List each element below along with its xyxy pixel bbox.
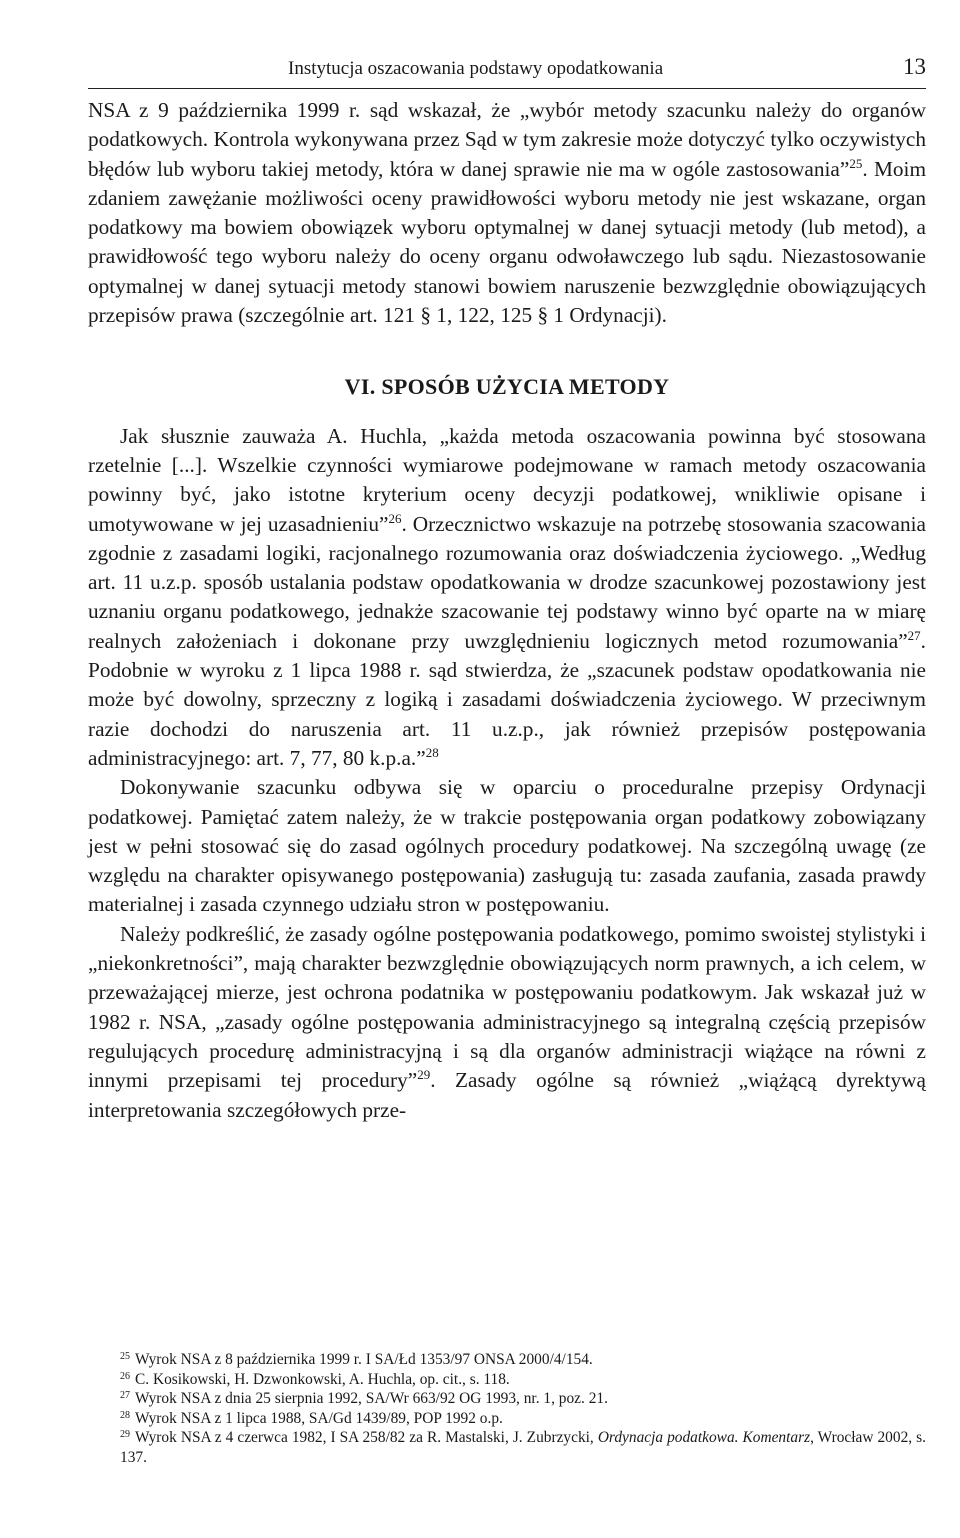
paragraph-2-text-b: . Orzecznictwo wskazuje na potrzebę stosowania szacowania zgodnie z zasadami logiki, racjonalnego rozumowania oraz doświadczenia życiowego. „Według art. 11 u.z.p. sposób ustalania podstaw opodatkowania w drodze szacunkowej pozostawiony jest uznaniu organu podatkowego, jednakże szacowanie tej podstawy winno być oparte na w miarę realnych założeniach i dokonane przy uwzględnieniu logicznych metod rozumowania” bbox=[88, 511, 926, 653]
footnote-28 bbox=[120, 1409, 926, 1429]
footnote-ref-28: 28 bbox=[425, 744, 439, 760]
footnote-29 bbox=[120, 1428, 926, 1467]
footnote-25 bbox=[120, 1350, 926, 1370]
footnotes bbox=[120, 1350, 926, 1468]
paragraph-4-text-b: . Zasady ogólne są również „wiążącą dyrektywą interpretowania szczegółowych prze- bbox=[88, 1068, 926, 1122]
footnote-ref-25: 25 bbox=[849, 155, 863, 171]
footnote-ref-29: 29 bbox=[417, 1067, 431, 1083]
footnote-text-end: , Wrocław 2002, s. 137. bbox=[120, 1429, 926, 1466]
footnote-text: Wyrok NSA z 8 października 1999 r. I SA/Łd 1353/97 ONSA 2000/4/154. bbox=[135, 1351, 593, 1368]
footnote-number: 27 bbox=[120, 1390, 130, 1402]
paragraph-2 bbox=[88, 422, 926, 774]
paragraph-4-text-a: Należy podkreślić, że zasady ogólne postępowania podatkowego, pomimo swoistej stylistyki i „niekonkretności”, mają charakter bezwzględnie obowiązujących norm prawnych, a ich celem, w przeważającej mierze, jest ochrona podatnika w postępowaniu podatkowym. Jak wskazał już w 1982 r. NSA, „zasady ogólne postępowania administracyjnego są integralną częścią przepisów regulujących procedurę administracyjną i są dla organów administracji wiążące na równi z innymi przepisami tej procedury” bbox=[88, 921, 926, 1093]
running-title: Instytucja oszacowania podstawy opodatkowania bbox=[288, 58, 664, 79]
footnote-26 bbox=[120, 1370, 926, 1390]
page-number: 13 bbox=[903, 54, 926, 79]
footnote-text: Wyrok NSA z 4 czerwca 1982, I SA 258/82 za R. Mastalski, J. Zubrzycki, bbox=[135, 1429, 598, 1447]
running-head bbox=[88, 56, 926, 89]
footnote-ref-27: 27 bbox=[907, 627, 921, 643]
footnote-ref-26: 26 bbox=[388, 510, 402, 526]
footnote-text: C. Kosikowski, H. Dzwonkowski, A. Huchla, op. cit., s. 118. bbox=[135, 1370, 510, 1388]
section-number: VI. bbox=[344, 374, 376, 400]
paragraph-2-text-c: . Podobnie w wyroku z 1 lipca 1988 r. sąd stwierdza, że „szacunek podstaw opodatkowania nie może być dowolny, sprzeczny z logiką i zasadami doświadczenia życiowego. W przeciwnym razie dochodzi do naruszenia art. 11 u.z.p., jak również przepisów postępowania administracyjnego: art. 7, 77, 80 k.p.a.” bbox=[88, 628, 926, 770]
footnote-text: Wyrok NSA z dnia 25 sierpnia 1992, SA/Wr 663/92 OG 1993, nr. 1, poz. 21. bbox=[135, 1390, 608, 1408]
footnote-number: 28 bbox=[120, 1409, 130, 1421]
footnote-27 bbox=[120, 1389, 926, 1409]
paragraph-1-text-b: . Moim zdaniem zawężanie możliwości oceny prawidłowości wyboru metody nie jest wskazane, organ podatkowy ma bowiem obowiązek wyboru optymalnej w danej sytuacji metody (lub metod), a prawidłowość tego wyboru należy do oceny organu odwoławczego lub sądu. Niezastosowanie optymalnej w danej sytuacji metody stanowi bowiem naruszenie bezwzględnie obowiązujących przepisów prawa (szczególnie art. 121 § 1, 122, 125 § 1 Ordynacji). bbox=[88, 156, 927, 328]
section-heading bbox=[88, 372, 926, 401]
body-text bbox=[88, 96, 926, 1125]
footnote-text: Wyrok NSA z 1 lipca 1988, SA/Gd 1439/89, POP 1992 o.p. bbox=[135, 1409, 503, 1427]
paragraph-1-text-a: NSA z 9 października 1999 r. sąd wskazał, że „wybór metody szacunku należy do organów podatkowych. Kontrola wykonywana przez Sąd w tym zakresie może dotyczyć tylko oczywistych błędów lub wyboru takiej metody, która w danej sprawie nie ma w ogóle zastosowania” bbox=[88, 98, 926, 181]
footnote-number: 26 bbox=[120, 1370, 130, 1382]
paragraph-1 bbox=[88, 96, 926, 330]
section-title: SPOSÓB UŻYCIA METODY bbox=[381, 374, 670, 400]
footnote-number: 29 bbox=[120, 1429, 130, 1441]
footnote-number: 25 bbox=[120, 1351, 130, 1362]
footnote-book-title: Ordynacja podatkowa. Komentarz bbox=[597, 1429, 811, 1447]
paragraph-3: Dokonywanie szacunku odbywa się w oparciu o proceduralne przepisy Ordynacji podatkowej. Pamiętać zatem należy, że w trakcie postępowania organ podatkowy zobowiązany jest w pełni stosować się do zasad ogólnych procedury podatkowej. Na szczególną uwagę (ze względu na charakter opisywanego postępowania) zasługują tu: zasada zaufania, zasada prawdy materialnej i zasada czynnego udziału stron w postępowaniu. bbox=[88, 775, 926, 917]
paragraph-2-text-a: Jak słusznie zauważa A. Huchla, „każda metoda oszacowania powinna być stosowana rzetelnie [...]. Wszelkie czynności wymiarowe podejmowane w ramach metody oszacowania powinny być, jako istotne kryterium oceny decyzji podatkowej, wnikliwie opisane i umotywowane w jej uzasadnieniu” bbox=[88, 423, 926, 536]
paragraph-4 bbox=[88, 920, 926, 1125]
